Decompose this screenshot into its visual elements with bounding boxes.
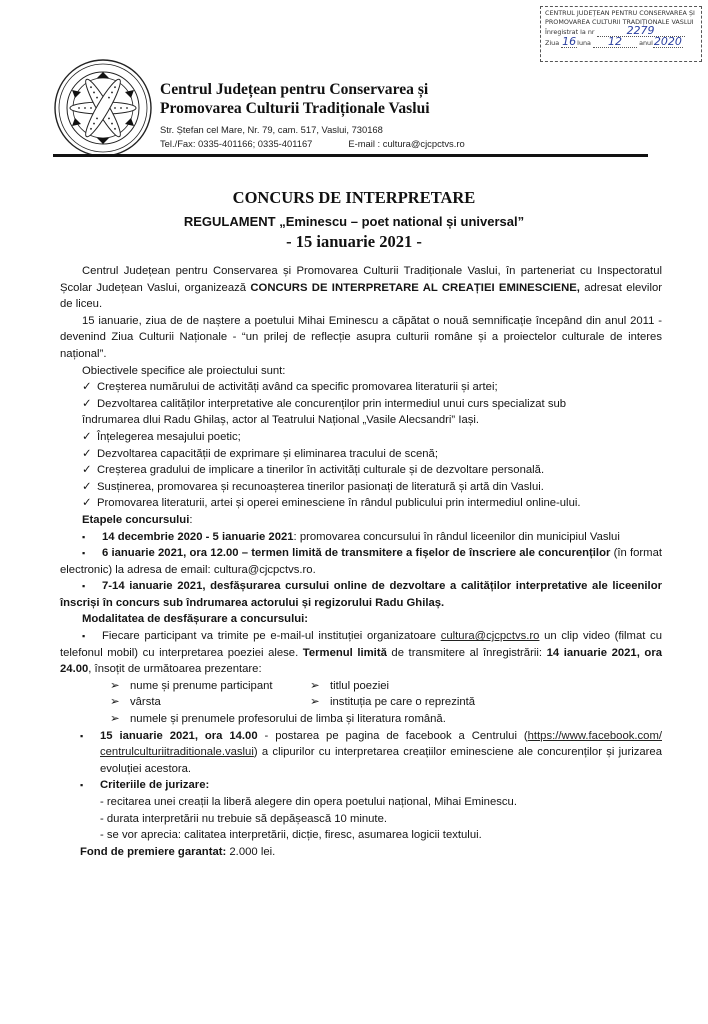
posting-date: 15 ianuarie 2021, ora 14.00 <box>100 729 258 742</box>
header-divider <box>53 154 648 157</box>
modality-heading-text: Modalitatea de desfășurare a concursului: <box>82 613 309 626</box>
objective-item-continuation: îndrumarea dlui Radu Ghilaș, actor al Teatrului Național „Vasile Alecsandri” Iași. <box>82 414 480 427</box>
stamp-month: 12 <box>593 37 637 48</box>
field-item: titlul poeziei <box>330 679 390 692</box>
criteria-heading-text: Criteriile de jurizare: <box>100 779 210 792</box>
stamp-month-label: luna <box>577 39 591 48</box>
intro-paragraph-1 <box>60 263 662 313</box>
field-item: instituția pe care o reprezintă <box>330 696 476 709</box>
intro-paragraph-2: 15 ianuarie, ziua de de naștere a poetului Mihai Eminescu a căpătat o nouă semnificație începând din anul 2011 - devenind Ziua Culturii Naționale - “un prilej de reflecție asupra culturii române și a proiectelor culturale de interes național”. <box>60 314 662 360</box>
objective-item <box>60 495 662 512</box>
checkmark-icon: ✓ <box>82 447 92 460</box>
arrow-bullet-icon: ➢ <box>110 696 120 709</box>
required-fields-list <box>60 678 662 728</box>
checkmark-icon: ✓ <box>82 397 92 410</box>
criteria-section <box>60 777 662 843</box>
organization-name <box>160 80 430 118</box>
square-bullet-icon: ▪ <box>82 531 86 542</box>
stages-heading-colon: : <box>189 513 193 526</box>
square-bullet-icon: ▪ <box>80 730 84 741</box>
stages-heading <box>60 512 662 529</box>
field-item: numele și prenumele profesorului de limba și literatura română. <box>130 713 446 726</box>
modality-heading <box>60 611 662 628</box>
registration-stamp <box>540 6 702 62</box>
fields-row <box>110 711 662 728</box>
email-link[interactable]: cultura@cjcpctvs.ro <box>440 630 540 643</box>
stamp-year: 2020 <box>653 35 682 49</box>
objective-item <box>60 479 662 496</box>
stage-text: 7-14 ianuarie 2021, desfășurarea cursului online de dezvoltare a calităților interpretative ale liceenilor înscriși în concurs sub îndrumarea actorului și regizorului Radu Ghilaș. <box>60 580 662 609</box>
checkmark-icon: ✓ <box>82 480 92 493</box>
modality-text: ) a clipurilor cu interpretarea creațiilor eminesciene ale concurenților și jurizarea evoluției acestora. <box>100 746 662 775</box>
arrow-bullet-icon: ➢ <box>310 679 320 692</box>
arrow-bullet-icon: ➢ <box>310 696 320 709</box>
modality-item <box>80 728 662 778</box>
document-title: CONCURS DE INTERPRETARE <box>232 188 476 207</box>
square-bullet-icon: ▪ <box>82 548 86 559</box>
objective-text: Dezvoltarea capacității de exprimare și eliminarea tracului de scenă; <box>97 447 438 460</box>
objective-item <box>60 462 662 479</box>
stage-item <box>60 529 662 546</box>
checkmark-icon: ✓ <box>82 497 92 510</box>
arrow-bullet-icon: ➢ <box>110 713 120 726</box>
org-email: E-mail : cultura@cjcpctvs.ro <box>348 138 465 149</box>
fields-row <box>110 678 662 695</box>
criteria-item: - recitarea unei creații la liberă alegere din opera poetului național, Mihai Eminescu. <box>100 796 517 808</box>
event-date: - 15 ianuarie 2021 - <box>286 232 422 251</box>
criteria-heading <box>80 777 662 794</box>
fields-row <box>110 694 662 711</box>
stamp-reg-label: Înregistrat la nr <box>545 28 595 37</box>
org-name-line2: Promovarea Culturii Tradiționale Vaslui <box>160 100 430 117</box>
org-phone: Tel./Fax: 0335-401166; 0335-401167 <box>160 138 313 149</box>
objectives-heading: Obiectivele specifice ale proiectului sunt: <box>82 364 286 377</box>
modality-text: - postarea pe pagina de facebook a Centrului ( <box>257 729 528 742</box>
objective-item <box>60 446 662 463</box>
field-item: vârsta <box>130 696 161 709</box>
checkmark-icon: ✓ <box>82 430 92 443</box>
objective-text: Creșterea numărului de activități având ca specific promovarea literaturii și artei; <box>97 381 498 394</box>
stamp-line1: CENTRUL JUDEȚEAN PENTRU CONSERVAREA ȘI <box>545 9 695 17</box>
modality-text: , însoțit de următoarea prezentare: <box>88 663 262 676</box>
objective-item <box>60 379 662 396</box>
facebook-link[interactable]: https://www.facebook.com/ centrulculturiitraditionale.vaslui <box>100 729 662 759</box>
stamp-reg-number: 2279 <box>597 26 685 37</box>
stamp-day: 16 <box>562 35 577 49</box>
org-contact-row <box>160 137 465 151</box>
modality-item <box>60 628 662 678</box>
objective-item <box>60 396 662 413</box>
stage-text: : promovarea concursului în rândul liceenilor din municipiul Vaslui <box>293 530 620 543</box>
stages-heading-text: Etapele concursului <box>82 513 190 526</box>
stage-item <box>60 545 662 578</box>
stamp-line2: PROMOVAREA CULTURII TRADIȚIONALE VASLUI <box>545 17 694 26</box>
deadline-label: Termenul limită <box>302 646 387 659</box>
objective-text: Susținerea, promovarea și recunoașterea tinerilor pasionați de literatură și artă din Vaslui. <box>97 480 544 493</box>
stage-date: 6 ianuarie 2021, ora 12.00 – termen limită de transmitere a fișelor de înscriere ale concurenților <box>102 547 611 560</box>
square-bullet-icon: ▪ <box>80 780 84 791</box>
org-address: Str. Ștefan cel Mare, Nr. 79, cam. 517, Vaslui, 730168 <box>160 124 383 135</box>
org-name-line1: Centrul Județean pentru Conservarea și <box>160 81 429 98</box>
square-bullet-icon: ▪ <box>82 581 86 592</box>
stamp-date-row <box>545 37 697 48</box>
rosette-logo-icon <box>53 58 153 158</box>
objective-text: Creșterea gradului de implicare a tinerilor în activități culturale și de dezvoltare personală. <box>97 464 545 477</box>
contest-name: CONCURS DE INTERPRETARE AL CREAȚIEI EMINESCIENE, <box>250 281 580 294</box>
stage-item <box>60 578 662 611</box>
objective-text: Dezvoltarea calităților interpretative ale concurenților prin intermediul unui curs specializat sub <box>97 397 567 410</box>
organization-contact <box>160 123 465 151</box>
stamp-year-label: anul <box>639 39 653 48</box>
stage-date: 14 decembrie 2020 - 5 ianuarie 2021 <box>102 530 294 543</box>
intro-audience: adresat elevilor de liceu. <box>60 281 662 311</box>
prize-fund <box>60 844 662 861</box>
prize-label: Fond de premiere garantat: <box>80 845 227 858</box>
intro-text: Centrul Județean pentru Conservarea și Promovarea Culturii Tradiționale Vaslui, în parteneriat cu Inspectoratul Școlar Județean Vaslui, organizează <box>60 265 662 294</box>
deadline-date: 14 ianuarie 2021, ora 24.00 <box>60 646 662 676</box>
field-item: nume și prenume participant <box>130 679 273 692</box>
objective-text: Înțelegerea mesajului poetic; <box>97 430 241 443</box>
modality-text: Fiecare participant va trimite pe e-mail-ul instituției organizatoare <box>102 630 441 643</box>
arrow-bullet-icon: ➢ <box>110 679 120 692</box>
objective-text: Promovarea literaturii, artei și operei eminesciene în rândul publicului prin intermediul online-ului. <box>97 497 581 510</box>
objective-item <box>60 429 662 446</box>
prize-value: 2.000 lei. <box>226 845 276 858</box>
checkmark-icon: ✓ <box>82 381 92 394</box>
modality-text: de transmitere al înregistrării: <box>386 646 547 659</box>
stage-text: (în format electronic) la adresa de email: cultura@cjcpctvs.ro. <box>60 547 662 576</box>
criteria-item: - durata interpretării nu trebuie să depășească 10 minute. <box>100 812 387 825</box>
square-bullet-icon: ▪ <box>82 631 86 642</box>
modality-text: un clip video (filmat cu telefonul mobil) cu interpretarea poeziei alese. <box>60 630 662 659</box>
document-body <box>60 263 662 860</box>
regulation-title: REGULAMENT „Eminescu – poet national și universal” <box>183 214 525 229</box>
criteria-item: - se vor aprecia: calitatea interpretării, dicție, firesc, asumarea logicii textului. <box>100 829 482 842</box>
stamp-day-label: Ziua <box>545 39 560 48</box>
checkmark-icon: ✓ <box>82 464 92 477</box>
